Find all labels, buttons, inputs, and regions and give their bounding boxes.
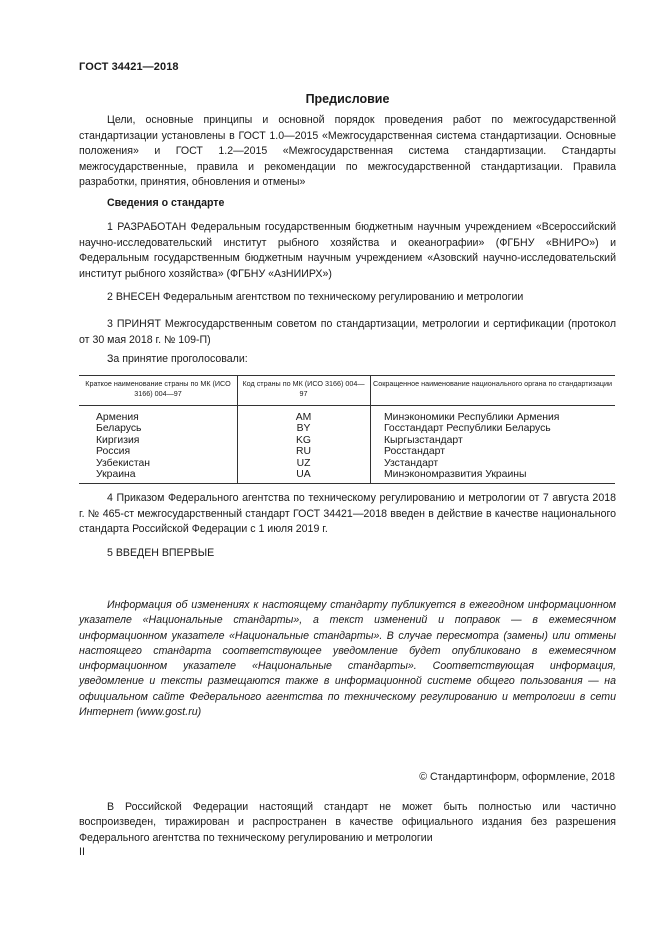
table-header-code: Код страны по МК (ИСО 3166) 004—97 — [237, 375, 370, 406]
item-introduced-text: 5 ВВЕДЕН ВПЕРВЫЕ — [107, 547, 215, 559]
document-code-header: ГОСТ 34421—2018 — [79, 61, 179, 73]
table-cell-code: BY — [296, 423, 311, 434]
copyright-line: © Стандартинформ, оформление, 2018 — [419, 771, 615, 783]
table-row — [79, 412, 615, 424]
table-column-divider — [237, 375, 238, 484]
intro-paragraph — [79, 113, 616, 191]
table-cell-code: AM — [295, 411, 312, 423]
table-header-row — [79, 375, 615, 406]
table-row — [79, 469, 615, 481]
table-cell-body: Узстандарт — [384, 457, 439, 469]
table-cell-country: Армения — [96, 411, 139, 423]
voted-label — [79, 352, 616, 368]
intro-text: Цели, основные принципы и основной порядок проведения работ по межгосударственной стандартизации установлены в ГОСТ 1.0—2015 «Межгосударственная система стандартизации. Основные положения» и ГОСТ 1.2—2015 «Межгосударственная система стандартизации. Стандарты межгосударственные, правила и рекомендации по межгосударственной стандартизации. Правила разработки, принятия, обновления и отмены» — [79, 114, 616, 188]
table-row — [79, 458, 615, 470]
table-cell-country: Россия — [96, 446, 131, 457]
table-cell-body: Госстандарт Республики Беларусь — [384, 423, 551, 434]
page-number: II — [79, 846, 85, 858]
table-column-divider — [370, 375, 371, 484]
info-notice — [79, 598, 616, 720]
item-adopted — [79, 317, 616, 348]
section-heading: Сведения о стандарте — [107, 197, 225, 209]
legal-notice — [79, 800, 616, 846]
item-enacted-text: 4 Приказом Федерального агентства по техническому регулированию и метрологии от 7 августа 2018 г. № 465-ст межгосударственный стандарт ГОСТ 34421—2018 введен в действие в качестве национального стандарта Российской Федерации с 1 июля 2019 г. — [79, 492, 616, 535]
table-cell-code: UZ — [296, 457, 311, 469]
table-cell-body: Минэкономразвития Украины — [384, 469, 527, 480]
voted-label-text: За принятие проголосовали: — [107, 353, 248, 365]
table-cell-body: Минэкономики Республики Армения — [384, 411, 560, 423]
item-introduced — [79, 546, 616, 562]
table-header-country: Краткое наименование страны по МК (ИСО 3166) 004—97 — [79, 375, 237, 406]
legal-notice-text: В Российской Федерации настоящий стандарт не может быть полностью или частично воспроизведен, тиражирован и распространен в качестве официального издания без разрешения Федерального агентства по техническому регулированию и метрологии — [79, 801, 616, 844]
item-adopted-text: 3 ПРИНЯТ Межгосударственным советом по стандартизации, метрологии и сертификации (протокол от 30 мая 2018 г. № 109-П) — [79, 318, 616, 346]
item-submitted — [79, 290, 616, 306]
table-cell-code: UA — [296, 469, 311, 480]
table-row — [79, 446, 615, 458]
table-cell-code: RU — [295, 446, 311, 457]
table-header-body: Сокращенное наименование национального органа по стандартизации — [370, 375, 615, 406]
table-cell-country: Украина — [96, 469, 136, 480]
item-developed-text: 1 РАЗРАБОТАН Федеральным государственным бюджетным научным учреждением «Всероссийский научно-исследовательский институт рыбного хозяйства и океанографии» (ФГБНУ «ВНИРО») и Федеральным государственным бюджетным научным учреждением «Азовский научно-исследовательский институт рыбного хозяйства» (ФГБНУ «АзНИИРХ») — [79, 221, 616, 280]
item-developed — [79, 220, 616, 282]
table-cell-country: Беларусь — [96, 423, 142, 434]
info-notice-text: Информация об изменениях к настоящему стандарту публикуется в ежегодном информационном указателе «Национальные стандарты», а текст изменений и поправок — в ежемесячном информационном указателе «Национальные стандарты». В случае пересмотра (замены) или отмены настоящего стандарта соответствующее уведомление будет опубликовано в ежемесячном информационном указателе «Национальные стандарты». Соответствующая информация, уведомление и тексты размещаются также в информационной системе общего пользования — на официальном сайте Федерального агентства по техническому регулированию и метрологии в сети Интернет (www.gost.ru) — [79, 599, 616, 719]
item-enacted — [79, 491, 616, 538]
voting-table — [79, 375, 615, 481]
table-cell-body: Росстандарт — [384, 446, 445, 457]
table-row — [79, 435, 615, 447]
item-submitted-text: 2 ВНЕСЕН Федеральным агентством по техническому регулированию и метрологии — [107, 291, 524, 303]
table-cell-country: Киргизия — [96, 434, 140, 446]
table-row — [79, 423, 615, 435]
table-cell-code: KG — [295, 434, 311, 446]
table-cell-country: Узбекистан — [96, 457, 150, 469]
table-cell-body: Кыргызстандарт — [384, 434, 463, 446]
page-title: Предисловие — [305, 92, 390, 106]
